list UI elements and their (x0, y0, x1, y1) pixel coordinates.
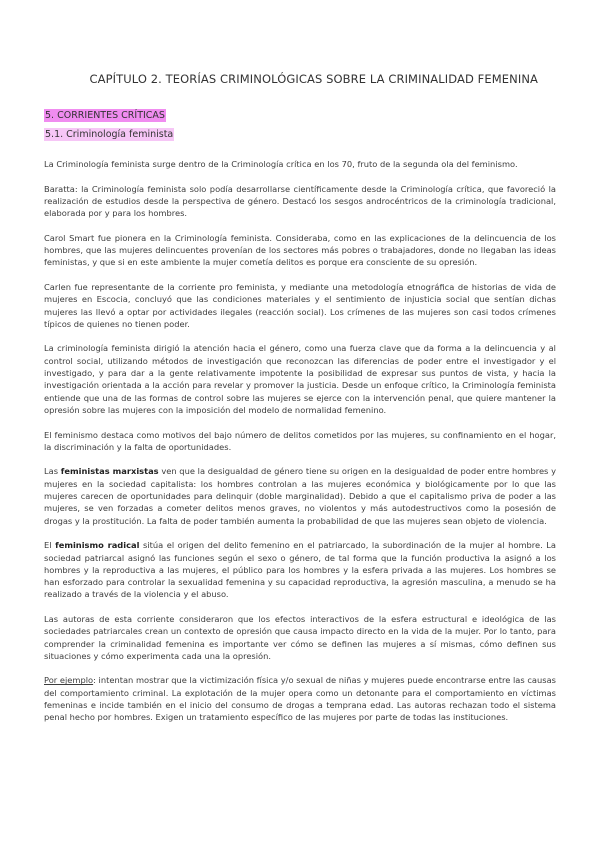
bold-term-radical: feminismo radical (55, 540, 140, 551)
paragraph-gender-focus: La criminología feminista dirigió la atención hacia el género, como una fuerza clave que da forma a la delincuencia y al control social, utilizando métodos de investigación que reconozcan las diferencias de poder entre el investigador y el investigado, y para dar a la gente relativamente impotente la posibilidad de expresar sus puntos de vista, y hacia la investigación orientada a la acción para revelar y promover la justicia. Desde un enfoque crítico, la Criminología feminista entiende que una de las formas de control sobre las mujeres se ejerce con la intervención penal, que quiere mantener la opresión sobre las mujeres con la imposición del modelo de normalidad femenino. (44, 343, 556, 415)
paragraph-marxist-feminists (44, 465, 556, 526)
section-heading: 5. CORRIENTES CRÍTICAS (45, 110, 165, 121)
paragraph-example (44, 674, 556, 723)
text-run: : intentan mostrar que la victimización física y/o sexual de niñas y mujeres puede encontrarse entre las causas del comportamiento criminal. La explotación de la mujer opera como un detonante para el comportamiento en víctimas femeninas e incide también en el inicio del consumo de drogas a temprana edad. Las autoras rechazan todo el sistema penal hecho por hombres. Exigen un tratamiento específico de las mujeres por parte de todas las instituciones. (44, 675, 556, 723)
paragraph-feminism-motives: El feminismo destaca como motivos del bajo número de delitos cometidos por las mujeres, su confinamiento en el hogar, la discriminación y la falta de oportunidades. (44, 429, 556, 452)
paragraph-carlen: Carlen fue representante de la corriente pro feminista, y mediante una metodología etnográfica de historias de vida de mujeres en Escocia, concluyó que las condiciones materiales y el sentimiento de injusticia social que sentían dichas mujeres las llevó a optar por actividades ilegales (reacción social). Los crímenes de las mujeres son casi todos crímenes típicos de quienes no tienen poder. (44, 281, 556, 329)
headings-block (44, 103, 556, 141)
paragraph-radical-feminism (44, 539, 556, 600)
text-run: ven que la desigualdad de género tiene su origen en la desigualdad de poder entre hombres y mujeres en la sociedad capitalista: los hombres controlan a las mujeres económica y biológicamente por lo que las mujeres carecen de oportunidades para delinquir (doble marginalidad). Debido a que el capitalismo priva de poder a las mujeres, se ven forzadas a cometer delitos menos graves, no violentos y más autodestructivos como la posesión de drogas y la prostitución. La falta de poder también aumenta la probabilidad de que las mujeres sean objeto de violencia. (44, 466, 556, 526)
bold-term-marxist: feministas marxistas (60, 466, 159, 477)
chapter-title: CAPÍTULO 2. TEORÍAS CRIMINOLÓGICAS SOBRE LA CRIMINALIDAD FEMENINA (89, 72, 538, 86)
text-run: sitúa el origen del delito femenino en el patriarcado, la subordinación de la mujer al hombre. La sociedad patriarcal asignó las funciones según el sexo o género, de tal forma que la función productiva la asignó a los hombres y la reproductiva a las mujeres, el público para los hombres y la esfera privada a las mujeres. Los hombres se han esforzado para controlar la sexualidad femenina y su capacidad reproductiva, la agresión masculina, a menudo se ha realizado a través de la violencia y el abuso. (44, 540, 556, 600)
paragraph-carol-smart: Carol Smart fue pionera en la Criminología feminista. Consideraba, como en las explicaciones de la delincuencia de los hombres, que las mujeres delincuentes provenían de los sectores más pobres o trabajadores, donde no llegaban las ideas feministas, y que si en este ambiente la mujer cometía delitos es porque era consciente de su opresión. (44, 232, 556, 268)
paragraph-baratta: Baratta: la Criminología feminista solo podía desarrollarse científicamente desde la Criminología crítica, que favoreció la realización de estudios desde la perspectiva de género. Destacó los sesgos androcéntricos de la criminología tradicional, elaborada por y para los hombres. (44, 183, 556, 219)
text-run: Las (44, 466, 61, 477)
paragraph-authors: Las autoras de esta corriente consideraron que los efectos interactivos de la esfera estructural e ideológica de las sociedades patriarcales crean un contexto de opresión que causa impacto directo en la vida de la mujer. Por lo tanto, para comprender la criminalidad femenina es importante ver cómo se definen las mujeres a sí mismas, cómo definen sus situaciones y cómo experimenta cada una la opresión. (44, 613, 556, 661)
paragraph-intro: La Criminología feminista surge dentro de la Criminología crítica en los 70, fruto de la segunda ola del feminismo. (44, 159, 518, 169)
subsection-heading: 5.1. Criminología feminista (45, 129, 174, 140)
underlined-example-label: Por ejemplo (44, 675, 94, 686)
text-run: El (44, 540, 56, 551)
